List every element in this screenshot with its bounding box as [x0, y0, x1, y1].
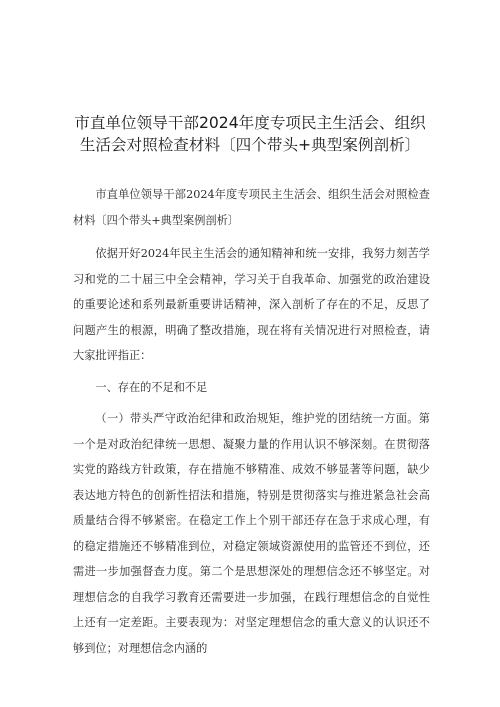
- subsection-paragraph: （一）带头严守政治纪律和政治规矩，维护党的团结统一方面。第一个是对政治纪律统一思想、凝聚力量的作用认识不够深刻。在贯彻落实党的路线方针政策，存在措施不够精准、成效不够显著等问题，缺少表达地方特色的创新性招法和措施，特别是贯彻落实与推进紧急社会高质量结合得不够紧密。在稳定工作上个别干部还存在急于求成心理，有的稳定措施还不够精准到位，对稳定领域资源使用的监管还不到位，还需进一步加强督查力度。第二个是思想深处的理想信念还不够坚定。对理想信念的自我学习教育还需要进一步加强，在践行理想信念的自觉性上还有一定差距。主要表现为：对坚定理想信念的重大意义的认识还不够到位；对理想信念内涵的: [73, 412, 430, 655]
- document-title: 市直单位领导干部2024年度专项民主生活会、组织生活会对照检查材料〔四个带头+典型案例剖析〕: [74, 114, 426, 154]
- document-body: [73, 182, 430, 661]
- document-subtitle: 市直单位领导干部2024年度专项民主生活会、组织生活会对照检查材料〔四个带头+典型案例剖析〕: [73, 188, 430, 227]
- section-heading: 一、存在的不足和不足: [95, 380, 208, 394]
- intro-paragraph: 依据开好2024年民主生活会的通知精神和统一安排，我努力刻苦学习和党的二十届三中全会精神，学习关于自我革命、加强党的政治建设的重要论述和系列最新重要讲话精神，深入剖析了存在的不足，反思了问题产生的根源，明确了整改措施，现在将有关情况进行对照检查，请大家批评指正：: [73, 247, 430, 362]
